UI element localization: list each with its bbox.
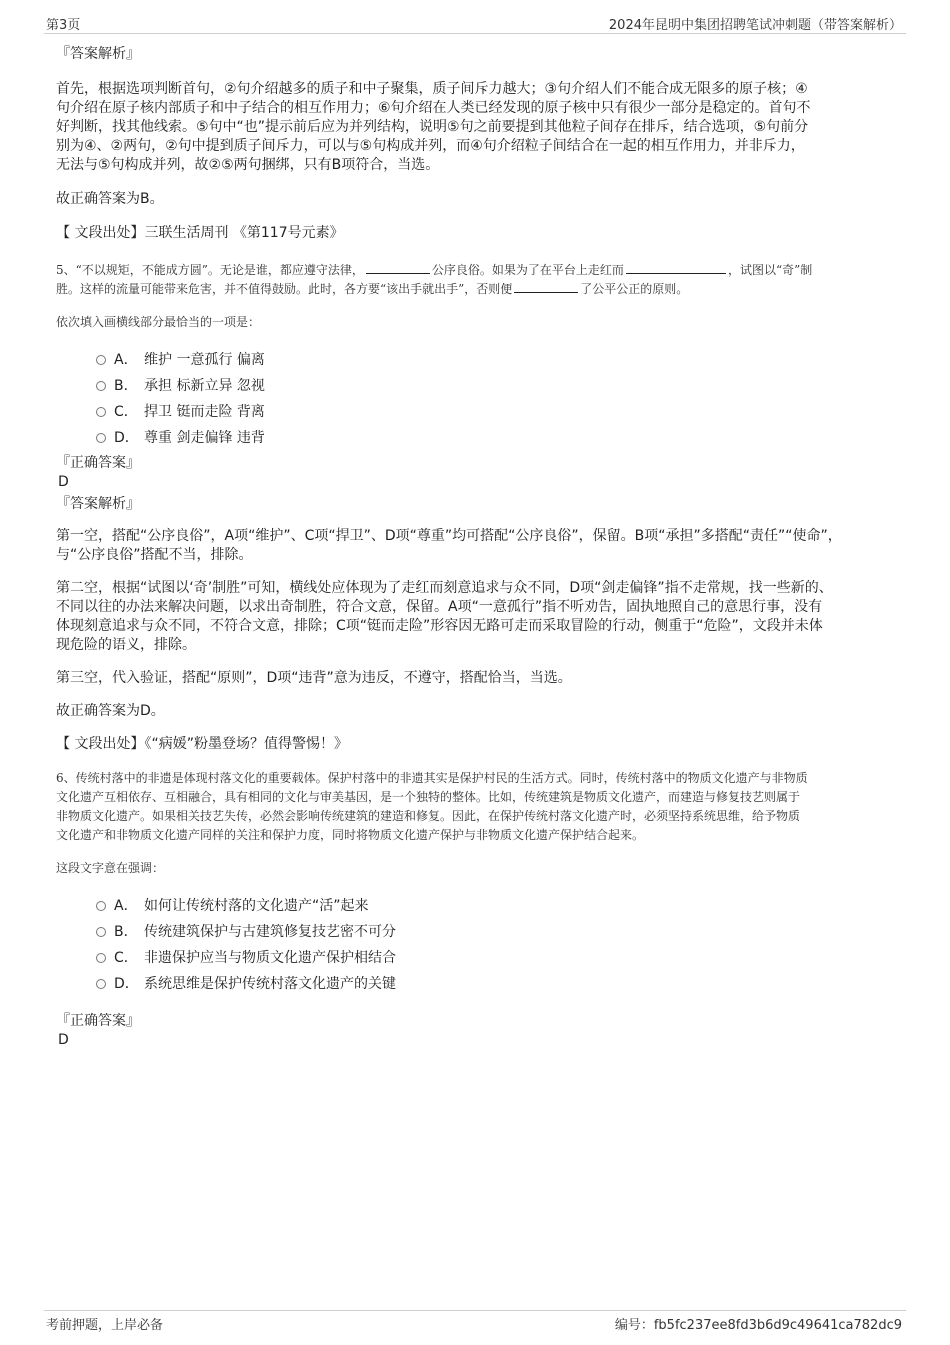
q5-analysis-label: 『答案解析』: [56, 496, 140, 512]
q5-prompt: 依次填入画横线部分最恰当的一项是：: [56, 315, 261, 329]
q4-analysis-line: 无法与⑤句构成并列，故②⑤两句捆绑，只有B项符合，当选。: [56, 157, 440, 173]
blank-line: [626, 262, 726, 274]
q5-stem: [56, 261, 894, 299]
q6-option-a[interactable]: A． 如何让传统村落的文化遗产“活”起来: [96, 893, 896, 919]
analysis-line: 第二空，根据“试图以‘奇’制胜”可知，横线处应体现为了走红而刻意追求与众不同，D项“剑走偏锋”指不走常规，找一些新的、: [56, 580, 833, 596]
q5-stem-part: 了公平公正的原则。: [580, 282, 689, 296]
document-title: 2024年昆明中集团招聘笔试冲刺题（带答案解析）: [608, 18, 902, 33]
q5-option-d[interactable]: D． 尊重 剑走偏锋 违背: [96, 425, 896, 451]
q6-answer: D: [58, 1032, 69, 1048]
q5-stem-part: 5、“不以规矩，不能成方圆”。无论是谁，都应遵守法律，: [56, 263, 364, 277]
radio-icon[interactable]: [96, 953, 106, 963]
analysis-line: 现危险的语义，排除。: [56, 637, 196, 653]
q5-stem-part: 胜。这样的流量可能带来危害，并不值得鼓励。此时，各方要“该出手就出手”，否则便: [56, 282, 513, 296]
q6-stem-line: 文化遗产和非物质文化遗产同样的关注和保护力度，同时将物质文化遗产保护与非物质文化遗产保护结合起来。: [56, 828, 645, 842]
q5-correct-label: 『正确答案』: [56, 455, 140, 471]
analysis-line: 不同以往的办法来解决问题，以求出奇制胜，符合文意，保留。A项“一意孤行”指不听劝告，固执地照自己的意思行事，没有: [56, 599, 823, 615]
q4-conclusion: 故正确答案为B。: [56, 191, 164, 207]
q6-option-b[interactable]: B． 传统建筑保护与古建筑修复技艺密不可分: [96, 919, 896, 945]
source-text: 《“病媛”粉墨登场？值得警惕！》: [144, 736, 348, 752]
blank-line: [366, 262, 430, 274]
q5-stem-part: 公序良俗。如果为了在平台上走红而: [431, 263, 624, 277]
radio-icon[interactable]: [96, 927, 106, 937]
q5-analysis-p1: [56, 527, 888, 565]
q4-analysis-label: 『答案解析』: [56, 46, 140, 62]
radio-icon[interactable]: [96, 381, 106, 391]
q5-options: [96, 347, 896, 451]
document-id: 编号：fb5fc237ee8fd3b6d9c49641ca782dc9: [614, 1318, 902, 1333]
q4-analysis-line: 别为④、②两句，②句中提到质子间斥力，可以与⑤句构成并列，而④句介绍粒子间结合在一起的相互作用力，并非斥力，: [56, 138, 805, 154]
q6-prompt: 这段文字意在强调：: [56, 861, 165, 875]
blank-line: [514, 281, 578, 293]
q5-conclusion: 故正确答案为D。: [56, 703, 165, 719]
q4-analysis-text: [56, 80, 888, 175]
q6-stem-line: 6、传统村落中的非遗是体现村落文化的重要载体。保护村落中的非遗其实是保护村民的生活方式。同时，传统村落中的物质文化遗产与非物质: [56, 771, 808, 785]
q5-answer: D: [58, 474, 69, 490]
q4-analysis-line: 好判断，找其他线索。⑤句中“也”提示前后应为并列结构，说明⑤句之前要提到其他粒子间存在排斥，结合选项，⑤句前分: [56, 119, 809, 135]
q4-analysis-line: 首先，根据选项判断首句，②句介绍越多的质子和中子聚集，质子间斥力越大；③句介绍人们不能合成无限多的原子核；④: [56, 81, 808, 97]
page-number: 第3页: [46, 18, 81, 33]
q5-stem-part: ，试图以“奇”制: [727, 263, 813, 277]
page-footer: [44, 1310, 906, 1332]
analysis-line: 第一空，搭配“公序良俗”，A项“维护”、C项“捍卫”、D项“尊重”均可搭配“公序良俗”，保留。B项“承担”多搭配“责任”“使命”，: [56, 528, 842, 544]
page-header: [44, 14, 906, 34]
q5-analysis-p2: [56, 579, 888, 655]
q6-correct-label: 『正确答案』: [56, 1013, 140, 1029]
analysis-line: 体现刻意追求与众不同，不符合文意，排除；C项“铤而走险”形容因无路可走而采取冒险的行动，侧重于“危险”，文段并未体: [56, 618, 823, 634]
q5-option-a[interactable]: A． 维护 一意孤行 偏离: [96, 347, 896, 373]
footer-slogan: 考前押题，上岸必备: [46, 1318, 164, 1333]
radio-icon[interactable]: [96, 355, 106, 365]
radio-icon[interactable]: [96, 979, 106, 989]
q6-stem-line: 非物质文化遗产。如果相关技艺失传，必然会影响传统建筑的建造和修复。因此，在保护传统村落文化遗产时，必须坚持系统思维，给予物质: [56, 809, 801, 823]
q4-source: [56, 224, 888, 243]
q6-stem-line: 文化遗产互相依存、互相融合，具有相同的文化与审美基因，是一个独特的整体。比如，传统建筑是物质文化遗产，而建造与修复技艺则属于: [56, 790, 801, 804]
analysis-line: 与“公序良俗”搭配不当，排除。: [56, 547, 253, 563]
source-label: 【 文段出处】: [56, 736, 145, 752]
source-label: 【 文段出处】: [56, 225, 145, 241]
q6-option-c[interactable]: C． 非遗保护应当与物质文化遗产保护相结合: [96, 945, 896, 971]
q5-analysis-p3: 第三空，代入验证，搭配“原则”，D项“违背”意为违反，不遵守，搭配恰当，当选。: [56, 670, 572, 686]
q6-options: [96, 893, 896, 997]
page-content: [56, 44, 896, 1049]
q5-option-b[interactable]: B． 承担 标新立异 忽视: [96, 373, 896, 399]
q6-option-d[interactable]: D． 系统思维是保护传统村落文化遗产的关键: [96, 971, 896, 997]
radio-icon[interactable]: [96, 433, 106, 443]
radio-icon[interactable]: [96, 407, 106, 417]
q4-analysis-line: 句介绍在原子核内部质子和中子结合的相互作用力；⑥句介绍在人类已经发现的原子核中只有很少一部分是稳定的。首句不: [56, 100, 811, 116]
q6-stem: [56, 769, 894, 845]
source-text: 三联生活周刊 《第117号元素》: [144, 225, 344, 241]
radio-icon[interactable]: [96, 901, 106, 911]
q5-option-c[interactable]: C． 捍卫 铤而走险 背离: [96, 399, 896, 425]
q5-source: [56, 735, 888, 754]
